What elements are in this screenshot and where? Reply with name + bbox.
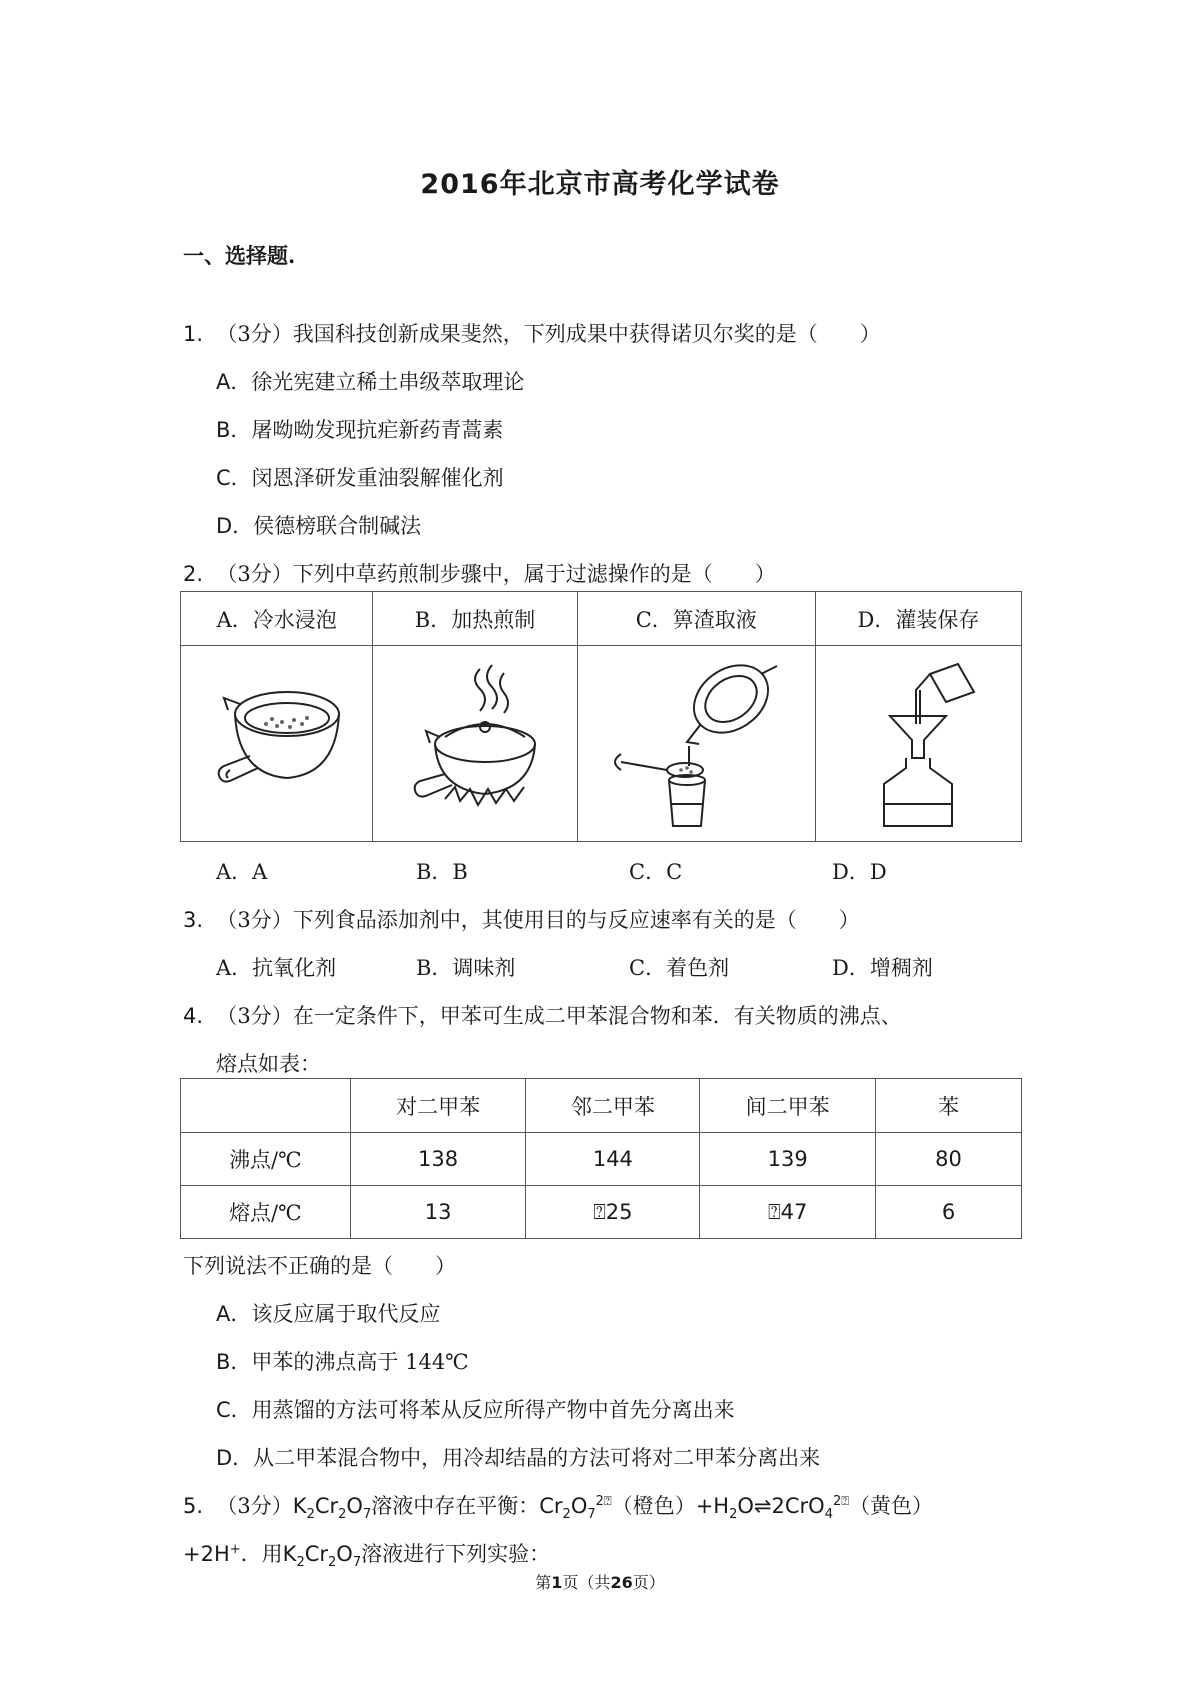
q2-header-c: C．箅渣取液 [577, 592, 815, 646]
table-row [181, 1186, 1022, 1239]
q4-option-a: A．该反应属于取代反应 [216, 1302, 441, 1326]
boiling-melting-table [180, 1078, 1022, 1239]
question-3-stem: 3. （3分）下列食品添加剂中，其使用目的与反应速率有关的是（ ） [183, 908, 860, 932]
page-footer: 第1页（共26页） [535, 1573, 665, 1592]
q3-option-d: D．增稠剂 [832, 956, 933, 980]
question-4-stem: 4. （3分）在一定条件下，甲苯可生成二甲苯混合物和苯．有关物质的沸点、 [183, 1004, 902, 1028]
q4-option-b: B．甲苯的沸点高于 144℃ [216, 1350, 469, 1374]
q4-option-c: C．用蒸馏的方法可将苯从反应所得产物中首先分离出来 [216, 1398, 735, 1422]
q4-prompt: 下列说法不正确的是（ ） [183, 1254, 456, 1278]
table-cell: 144 [526, 1133, 700, 1186]
q2-header-b: B．加热煎制 [373, 592, 577, 646]
table-cell: 80 [876, 1133, 1022, 1186]
table-cell: 6 [876, 1186, 1022, 1239]
row-label: 熔点/℃ [181, 1186, 351, 1239]
q2-answer-d: D．D [832, 860, 887, 884]
q2-answer-c: C．C [629, 860, 683, 884]
pot-heating-icon [400, 659, 550, 829]
table-cell: ⍰47 [700, 1186, 876, 1239]
q3-option-b: B．调味剂 [416, 956, 516, 980]
table-cell: 13 [350, 1186, 526, 1239]
q2-image-c [577, 646, 815, 842]
q2-header-a: A．冷水浸泡 [181, 592, 373, 646]
table-header: 苯 [876, 1079, 1022, 1133]
q3-option-a: A．抗氧化剂 [216, 956, 337, 980]
table-cell: 139 [700, 1133, 876, 1186]
q2-answer-b: B．B [416, 860, 468, 884]
table-header: 间二甲苯 [700, 1079, 876, 1133]
question-2-stem: 2. （3分）下列中草药煎制步骤中，属于过滤操作的是（ ） [183, 562, 776, 586]
question-1-stem: 1. （3分）我国科技创新成果斐然，下列成果中获得诺贝尔奖的是（ ） [183, 322, 881, 346]
table-cell: ⍰25 [526, 1186, 700, 1239]
q4-option-d: D．从二甲苯混合物中，用冷却结晶的方法可将对二甲苯分离出来 [216, 1446, 821, 1470]
q2-image-b [373, 646, 577, 842]
q1-option-d: D．侯德榜联合制碱法 [216, 514, 422, 538]
q1-option-b: B．屠呦呦发现抗疟新药青蒿素 [216, 418, 504, 442]
q3-option-c: C．着色剂 [629, 956, 730, 980]
q2-options-table [180, 591, 1022, 842]
table-header-corner [181, 1079, 351, 1133]
section-heading: 一、选择题. [183, 243, 296, 268]
table-row [181, 1133, 1022, 1186]
pot-soaking-icon [202, 674, 352, 814]
row-label: 沸点/℃ [181, 1133, 351, 1186]
table-header: 对二甲苯 [350, 1079, 526, 1133]
page-title: 2016年北京市高考化学试卷 [420, 169, 780, 200]
q1-option-c: C．闵恩泽研发重油裂解催化剂 [216, 466, 504, 490]
table-header: 邻二甲苯 [526, 1079, 700, 1133]
q2-image-a [181, 646, 373, 842]
table-cell: 138 [350, 1133, 526, 1186]
question-5-stem: 5. （3分）$K_2Cr_2O_7$溶液中存在平衡：$Cr_2O_7^{2⍰}$（橙色）$+H_2O\rightleftharpoons 2CrO_4^{2⍰}$（黄色） [183, 1494, 934, 1523]
q2-header-d: D．灌装保存 [815, 592, 1021, 646]
question-4-stem-cont: 熔点如表： [216, 1052, 321, 1076]
question-5-stem-cont: +2H+．用$K_2Cr_2O_7$溶液进行下列实验： [183, 1542, 551, 1571]
q2-answer-a: A．A [216, 860, 268, 884]
filtering-icon [601, 654, 791, 834]
q1-option-a: A．徐光宪建立稀土串级萃取理论 [216, 370, 525, 394]
bottle-funnel-icon [848, 654, 988, 834]
q2-image-d [815, 646, 1021, 842]
